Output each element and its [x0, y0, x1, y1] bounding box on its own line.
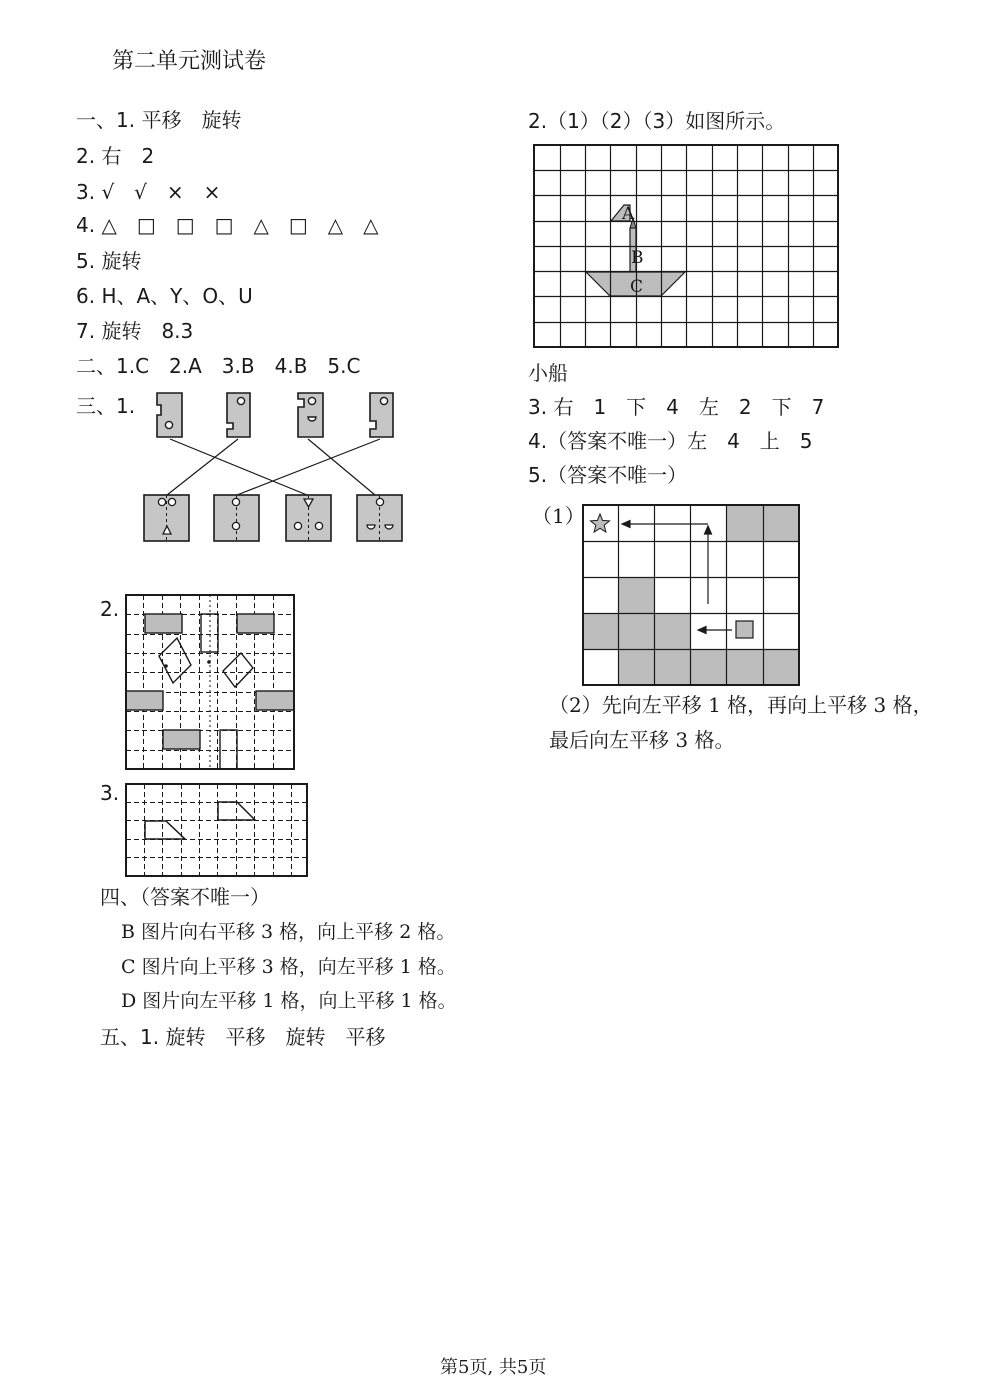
translation-grid	[125, 783, 310, 879]
answer-4-title: 四、（答案不唯一）	[100, 885, 270, 909]
page-title: 第二单元测试卷	[112, 49, 267, 74]
answer-4-line-c: C 图片向上平移 3 格，向左平移 1 格。	[121, 956, 456, 978]
answer-5: 五、1. 旋转 平移 旋转 平移	[100, 1025, 386, 1049]
answer-1-5: 5. 旋转	[76, 249, 142, 273]
answer-1-7: 7. 旋转 8.3	[76, 319, 194, 343]
right-q5-part1-label: （1）	[532, 504, 585, 528]
right-q2-heading: 2.（1）（2）（3）如图所示。	[528, 109, 786, 133]
answer-1-2: 2. 右 2	[76, 144, 155, 168]
answer-1-4: 4. △ □ □ □ △ □ △ △	[76, 213, 379, 237]
boat-label-a: A	[622, 204, 635, 224]
star-icon	[591, 514, 610, 532]
piece-1	[157, 393, 182, 437]
answer-3-2-label: 2.	[100, 597, 120, 621]
right-q4: 4.（答案不唯一）左 4 上 5	[528, 429, 813, 453]
answer-1-6: 6. H、A、Y、O、U	[76, 284, 253, 308]
right-q5: 5.（答案不唯一）	[528, 463, 688, 487]
page-footer: 第5页, 共5页	[440, 1357, 547, 1378]
answer-4-line-d: D 图片向左平移 1 格，向上平移 1 格。	[121, 990, 457, 1012]
square-start	[736, 621, 753, 638]
answer-3-1-label: 三、1.	[76, 394, 136, 418]
right-q3: 3. 右 1 下 4 左 2 下 7	[528, 395, 825, 419]
answer-2: 二、1.C 2.A 3.B 4.B 5.C	[76, 354, 361, 378]
answer-1-3: 3. √ √ × ×	[76, 180, 221, 204]
right-q5-part2-line2: 最后向左平移 3 格。	[549, 728, 735, 752]
boat-label-c: C	[630, 277, 644, 297]
boat-caption: 小船	[528, 361, 568, 385]
right-q5-part2-line1: （2）先向左平移 1 格，再向上平移 3 格，	[549, 693, 933, 717]
symmetry-grid	[125, 594, 297, 772]
answer-4-line-b: B 图片向右平移 3 格，向上平移 2 格。	[121, 921, 456, 943]
boat-grid	[533, 144, 841, 350]
boat-label-b: B	[631, 248, 644, 268]
matching-figure	[130, 385, 420, 550]
answer-1-1: 一、1. 平移 旋转	[76, 108, 242, 132]
path-grid	[582, 504, 801, 687]
answer-3-3-label: 3.	[100, 781, 120, 805]
